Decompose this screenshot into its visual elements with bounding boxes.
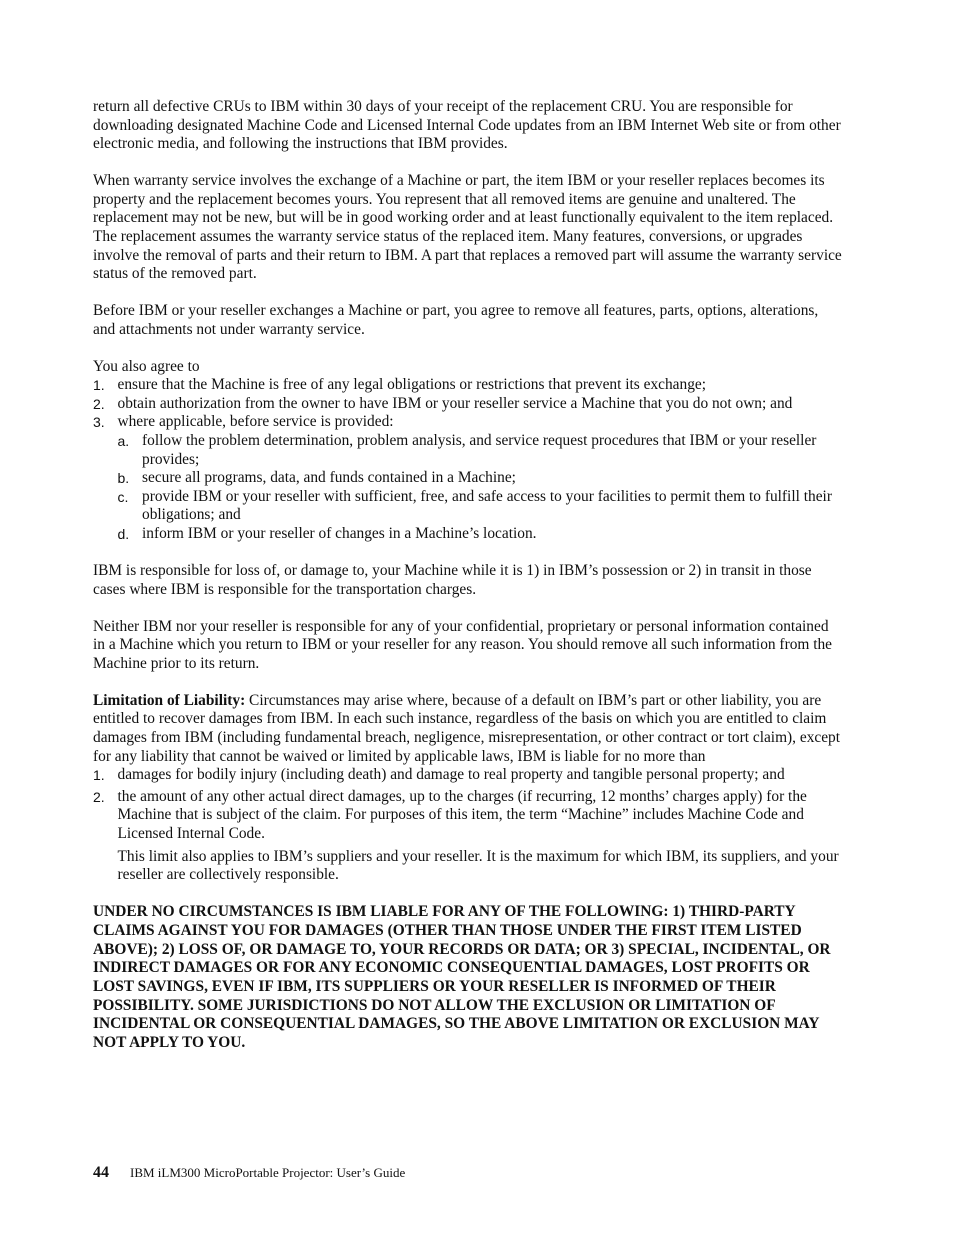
list-item — [93, 766, 843, 785]
liability-list — [93, 766, 843, 885]
list-item-text: where applicable, before service is provided: — [117, 413, 394, 431]
sub-list-item-text: provide IBM or your reseller with sufficient, free, and safe access to your facilities to permit them to fulfill their obligations; and — [142, 487, 832, 524]
agree-list — [93, 376, 843, 543]
spacer — [93, 885, 843, 903]
paragraph-cru-return: return all defective CRUs to IBM within 30 days of your receipt of the replacement CRU. You are responsible for downloading designated Machine Code and Licensed Internal Code updates from an IBM Internet Web site or from other electronic media, and following the instructions that IBM provides. — [93, 98, 841, 153]
sub-list-item-text: inform IBM or your reseller of changes in a Machine’s location. — [142, 525, 537, 543]
page-body — [93, 98, 843, 1071]
paragraph-remove-features: Before IBM or your reseller exchanges a Machine or part, you agree to remove all features, parts, options, alterations, and attachments not under warranty service. — [93, 302, 819, 338]
list-item-text: damages for bodily injury (including death) and damage to real property and tangible personal property; and — [117, 766, 785, 784]
list-item-text: obtain authorization from the owner to have IBM or your reseller service a Machine that you do not own; and — [117, 394, 793, 412]
document-title: IBM iLM300 MicroPortable Projector: User’s Guide — [130, 1165, 406, 1180]
list-item — [93, 788, 843, 885]
sub-list-item — [118, 525, 844, 544]
list-item-text: ensure that the Machine is free of any legal obligations or restrictions that prevent its exchange; — [117, 376, 706, 394]
sub-list-item — [118, 469, 844, 488]
liability-note: This limit also applies to IBM’s suppliers and your reseller. It is the maximum for which IBM, its suppliers, and your reseller are collectively responsible. — [117, 847, 839, 884]
paragraph-disclaimer-caps: UNDER NO CIRCUMSTANCES IS IBM LIABLE FOR ANY OF THE FOLLOWING: 1) THIRD-PARTY CLAIMS AGAINST YOU FOR DAMAGES (OTHER THAN THOSE UNDER THE FIRST ITEM LISTED ABOVE); 2) LOSS OF, OR DAMAGE TO, YOUR RECORDS OR DATA; OR 3) SPECIAL, INCIDENTAL, OR INDIRECT DAMAGES OR FOR ANY ECONOMIC CONSEQUENTIAL DAMAGES, LOST PROFITS OR LOST SAVINGS, EVEN IF IBM, ITS SUPPLIERS OR YOUR RESELLER IS INFORMED OF THEIR POSSIBILITY. SOME JURISDICTIONS DO NOT ALLOW THE EXCLUSION OR LIMITATION OF INCIDENTAL OR CONSEQUENTIAL DAMAGES, SO THE ABOVE LIMITATION OR EXCLUSION MAY NOT APPLY TO YOU. — [93, 903, 831, 1052]
list-item-text: the amount of any other actual direct damages, up to the charges (if recurring, 12 months’ charges apply) for the Machine that is subject of the claim. For purposes of this item, the term “Machine” includes Machine Code and Licensed Internal Code. — [117, 787, 807, 842]
sub-list-item-text: follow the problem determination, problem analysis, and service request procedures that IBM or your reseller provides; — [142, 432, 817, 468]
list-item-number: 1. — [93, 767, 105, 784]
page-number: 44 — [93, 1164, 109, 1181]
sub-list — [118, 432, 844, 544]
list-item — [93, 395, 843, 414]
list-item — [93, 413, 843, 543]
paragraph-limitation-of-liability — [93, 692, 843, 766]
sub-list-item-letter: b. — [117, 470, 130, 487]
list-item — [93, 376, 843, 395]
sub-list-item — [118, 488, 844, 525]
paragraph-agree-intro: You also agree to — [93, 357, 200, 375]
paragraph-loss-damage: IBM is responsible for loss of, or damage to, your Machine while it is 1) in IBM’s possession or 2) in transit in those cases where IBM is responsible for the transportation charges. — [93, 562, 812, 598]
liability-text: Circumstances may arise where, because of a default on IBM’s part or other liability, you are entitled to recover damages from IBM. In each such instance, regardless of the basis on which you are entitled to claim damages from IBM (including fundamental breach, negligence, misrepresentation, or other contract or tort claim), except for any liability that cannot be waived or limited by applicable laws, IBM is liable for no more than — [93, 691, 841, 765]
spacer — [93, 544, 843, 562]
sub-list-item-text: secure all programs, data, and funds contained in a Machine; — [142, 469, 516, 487]
sub-list-item-letter: c. — [117, 488, 129, 505]
sub-list-item-letter: a. — [117, 433, 130, 450]
list-item-number: 1. — [93, 377, 105, 394]
page-footer — [93, 1164, 843, 1183]
list-item-number: 2. — [93, 788, 105, 805]
sub-list-item-letter: d. — [117, 526, 130, 543]
list-item-number: 3. — [93, 414, 105, 431]
list-item-number: 2. — [93, 395, 105, 412]
sub-list-item — [118, 432, 844, 469]
paragraph-exchange: When warranty service involves the exchange of a Machine or part, the item IBM or your reseller replaces becomes its property and the replacement becomes yours. You represent that all removed items are genuine and unaltered. The replacement may not be new, but will be in good working order and at least functionally equivalent to the item replaced. The replacement assumes the warranty service status of the replaced item. Many features, conversions, or upgrades involve the removal of parts and their return to IBM. A part that replaces a removed part will assume the warranty service status of the removed part. — [93, 172, 842, 283]
liability-heading: Limitation of Liability: — [93, 691, 246, 709]
paragraph-confidential-info: Neither IBM nor your reseller is responsible for any of your confidential, proprietary or personal information contained in a Machine which you return to IBM or your reseller for any reason. You should remove all such information from the Machine prior to its return. — [93, 617, 833, 672]
